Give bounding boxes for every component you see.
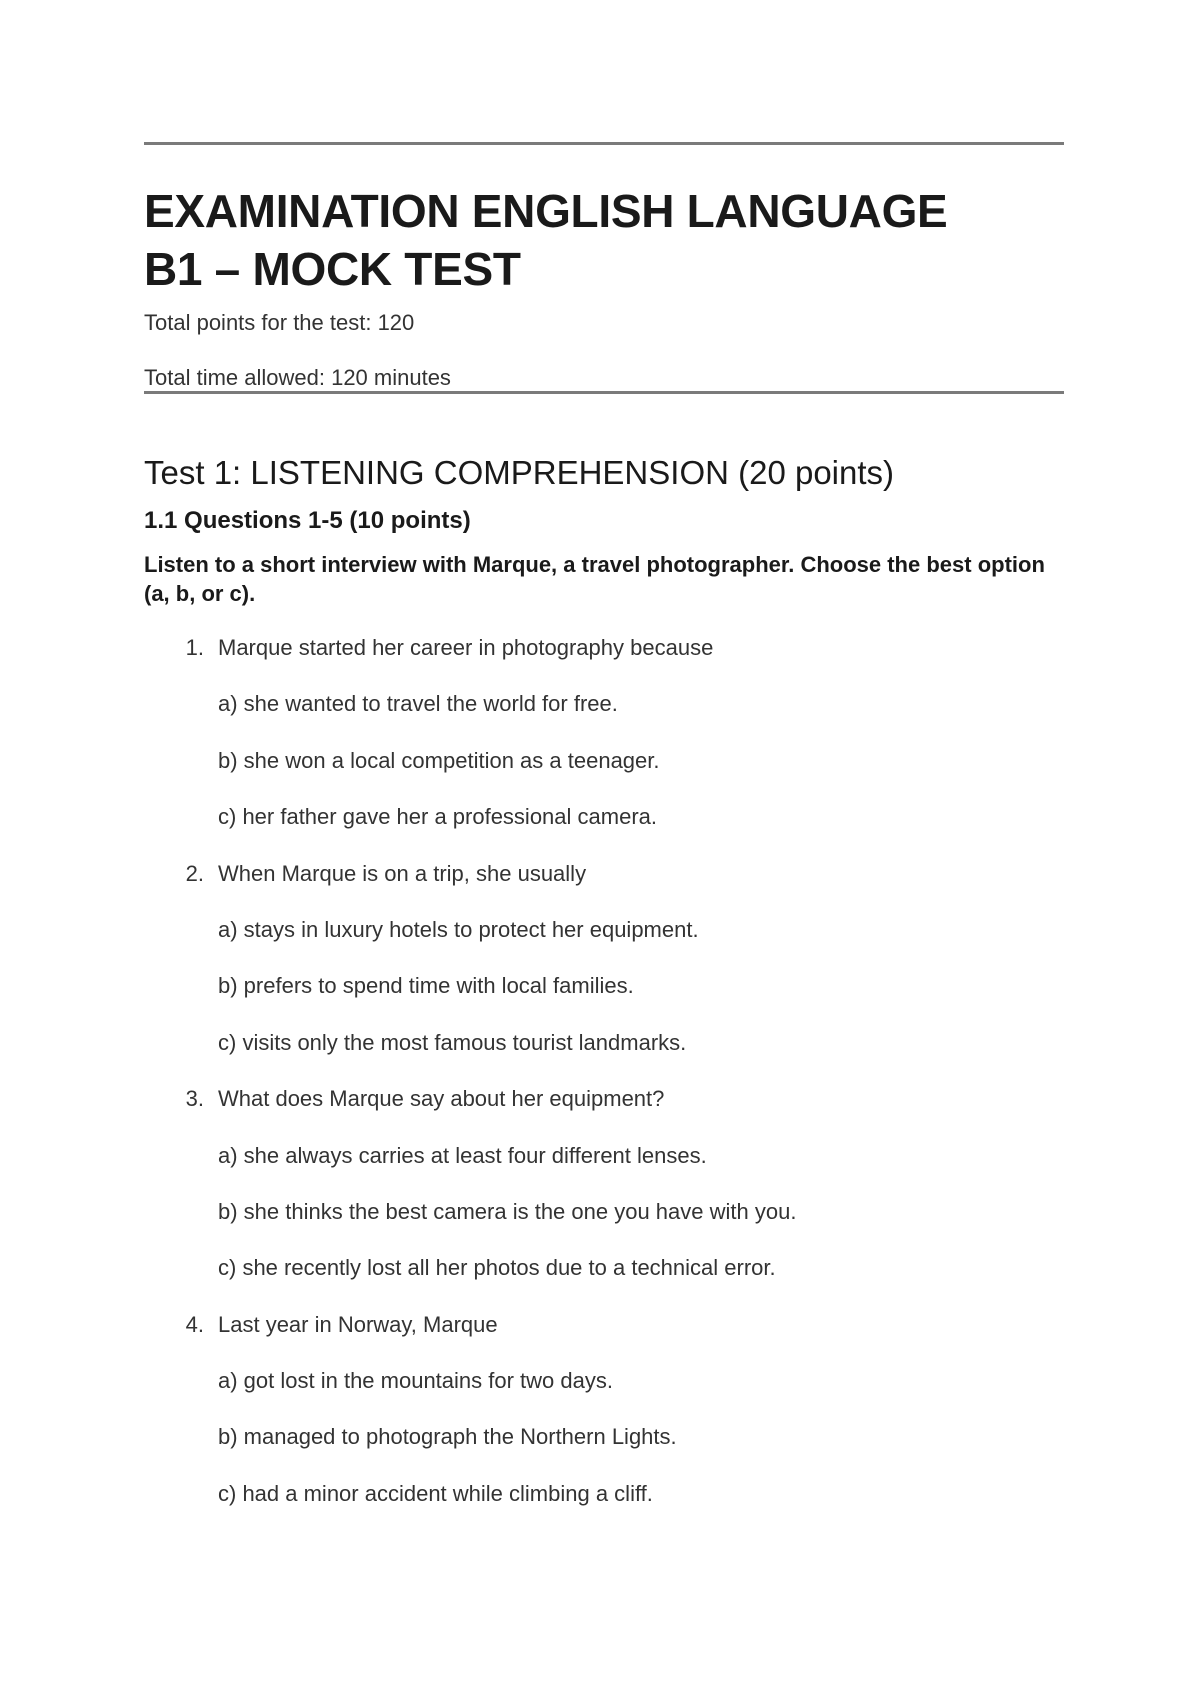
option-text: b) she thinks the best camera is the one you have with you.	[218, 1198, 797, 1224]
instructions: Listen to a short interview with Marque, a travel photographer. Choose the best option (a, b, or c).	[144, 552, 1045, 606]
option-text: b) she won a local competition as a teenager.	[218, 747, 660, 773]
title-line-2: B1 – MOCK TEST	[144, 243, 521, 295]
question-number: 4.	[185, 1311, 204, 1337]
answer-option	[144, 916, 1064, 972]
answer-option	[144, 1367, 1064, 1423]
total-points: Total points for the test: 120	[144, 310, 415, 335]
answer-option	[144, 803, 1064, 859]
question-stem	[144, 1311, 1064, 1367]
answer-option	[144, 690, 1064, 746]
option-text: c) had a minor accident while climbing a cliff.	[218, 1480, 653, 1506]
question-number: 1.	[185, 635, 204, 660]
question-item	[144, 860, 1064, 1086]
subsection-title: 1.1 Questions 1-5 (10 points)	[144, 507, 471, 534]
header-top-rule	[144, 142, 1064, 145]
question-text: Marque started her career in photography because	[218, 635, 714, 660]
answer-option	[144, 747, 1064, 803]
option-text: a) she wanted to travel the world for free.	[218, 691, 618, 717]
answer-option	[144, 1142, 1064, 1198]
header-bottom-rule	[144, 391, 1064, 394]
question-number: 2.	[185, 860, 204, 886]
question-item	[144, 1085, 1064, 1311]
option-text: a) got lost in the mountains for two days.	[218, 1368, 613, 1394]
answer-option	[144, 1423, 1064, 1479]
option-text: b) managed to photograph the Northern Lights.	[218, 1424, 677, 1450]
answer-option	[144, 972, 1064, 1028]
question-stem	[144, 860, 1064, 916]
question-text: When Marque is on a trip, she usually	[218, 860, 587, 886]
section-title: Test 1: LISTENING COMPREHENSION (20 points)	[144, 454, 895, 491]
total-time: Total time allowed: 120 minutes	[144, 365, 451, 390]
option-text: c) visits only the most famous tourist landmarks.	[218, 1029, 687, 1055]
question-text: What does Marque say about her equipment?	[218, 1086, 665, 1112]
question-list	[144, 634, 1064, 1536]
question-number: 3.	[185, 1086, 204, 1112]
question-item	[144, 634, 1064, 860]
option-text: c) she recently lost all her photos due to a technical error.	[218, 1255, 776, 1281]
answer-option	[144, 1029, 1064, 1085]
answer-option	[144, 1254, 1064, 1310]
document-page	[144, 0, 1064, 1696]
title-line-1: EXAMINATION ENGLISH LANGUAGE	[144, 185, 948, 237]
option-text: a) she always carries at least four different lenses.	[218, 1142, 707, 1168]
answer-option	[144, 1480, 1064, 1536]
question-text: Last year in Norway, Marque	[218, 1311, 498, 1337]
option-text: b) prefers to spend time with local families.	[218, 973, 634, 999]
document-title	[144, 182, 1064, 298]
option-text: a) stays in luxury hotels to protect her equipment.	[218, 916, 699, 942]
option-text: c) her father gave her a professional camera.	[218, 804, 658, 830]
answer-option	[144, 1198, 1064, 1254]
question-item	[144, 1311, 1064, 1537]
question-stem	[144, 634, 1064, 690]
question-stem	[144, 1085, 1064, 1141]
